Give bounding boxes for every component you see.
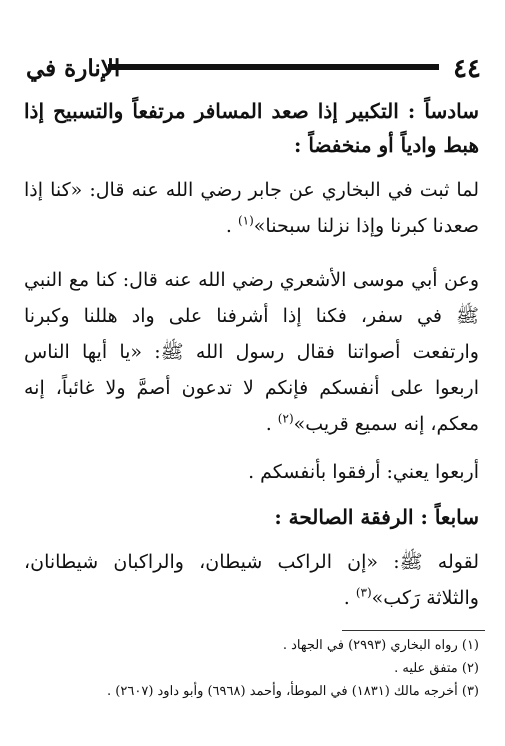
section-heading-6: سادساً : التكبير إذا صعد المسافر مرتفعاً والتسبيح إذا هبط وادياً أو منخفضاً : <box>24 99 479 157</box>
paragraph-arbau: أربعوا يعني: أرفقوا بأنفسكم . <box>248 461 479 483</box>
footnote-1: (١) رواه البخاري (٢٩٩٣) في الجهاد . <box>282 638 479 653</box>
footnote-ref-3: (٣) <box>355 585 372 600</box>
header-rule <box>108 64 439 70</box>
paragraph-rakib: لقوله ﷺ: «إن الراكب شيطان، والراكبان شيطانان، والثلاثة رَكب»$^{(٣)}$ . <box>24 551 479 609</box>
paragraph-jabir: لما ثبت في البخاري عن جابر رضي الله عنه قال: «كنا إذا صعدنا كبرنا وإذا نزلنا سبحنا»$^{(١)}$ . <box>24 179 479 237</box>
footnote-ref-1: (١) <box>237 213 254 228</box>
footnote-2: (٢) متفق عليه . <box>394 661 479 676</box>
paragraph-rakib-text: لقوله ﷺ: «إن الراكب شيطان، والراكبان شيطانان، والثلاثة رَكب» <box>24 551 479 609</box>
running-title: الإنارة في <box>26 55 121 82</box>
paragraph-abu-musa: وعن أبي موسى الأشعري رضي الله عنه قال: كنا مع النبي ﷺ في سفر، فكنا إذا أشرفنا على واد هللنا وكبرنا وارتفعت أصواتنا فقال رسول الله ﷺ: «يا أيها الناس اربعوا على أنفسكم فإنكم لا تدعون أصمَّ ولا غائباً، إنه معكم، إنه سميع قريب»$^{(٢)}$ . <box>24 269 479 435</box>
page-number: ٤٤ <box>453 54 481 84</box>
section-heading-7: سابعاً : الرفقة الصالحة : <box>274 505 479 529</box>
page-header <box>20 54 485 88</box>
footnotes <box>24 634 479 703</box>
footnote-3: (٣) أخرجه مالك (١٨٣١) في الموطأ، وأحمد (٦٩٦٨) وأبو داود (٢٦٠٧) . <box>107 684 479 699</box>
footnote-ref-2: (٢) <box>277 411 294 426</box>
paragraph-abu-musa-text: وعن أبي موسى الأشعري رضي الله عنه قال: كنا مع النبي ﷺ في سفر، فكنا إذا أشرفنا على واد هللنا وكبرنا وارتفعت أصواتنا فقال رسول الله ﷺ: «يا أيها الناس اربعوا على أنفسكم فإنكم لا تدعون أصمَّ ولا غائباً، إنه معكم، إنه سميع قريب» <box>24 269 479 435</box>
footnote-divider <box>342 630 485 631</box>
paragraph-jabir-text: لما ثبت في البخاري عن جابر رضي الله عنه قال: «كنا إذا صعدنا كبرنا وإذا نزلنا سبحنا» <box>24 179 479 237</box>
